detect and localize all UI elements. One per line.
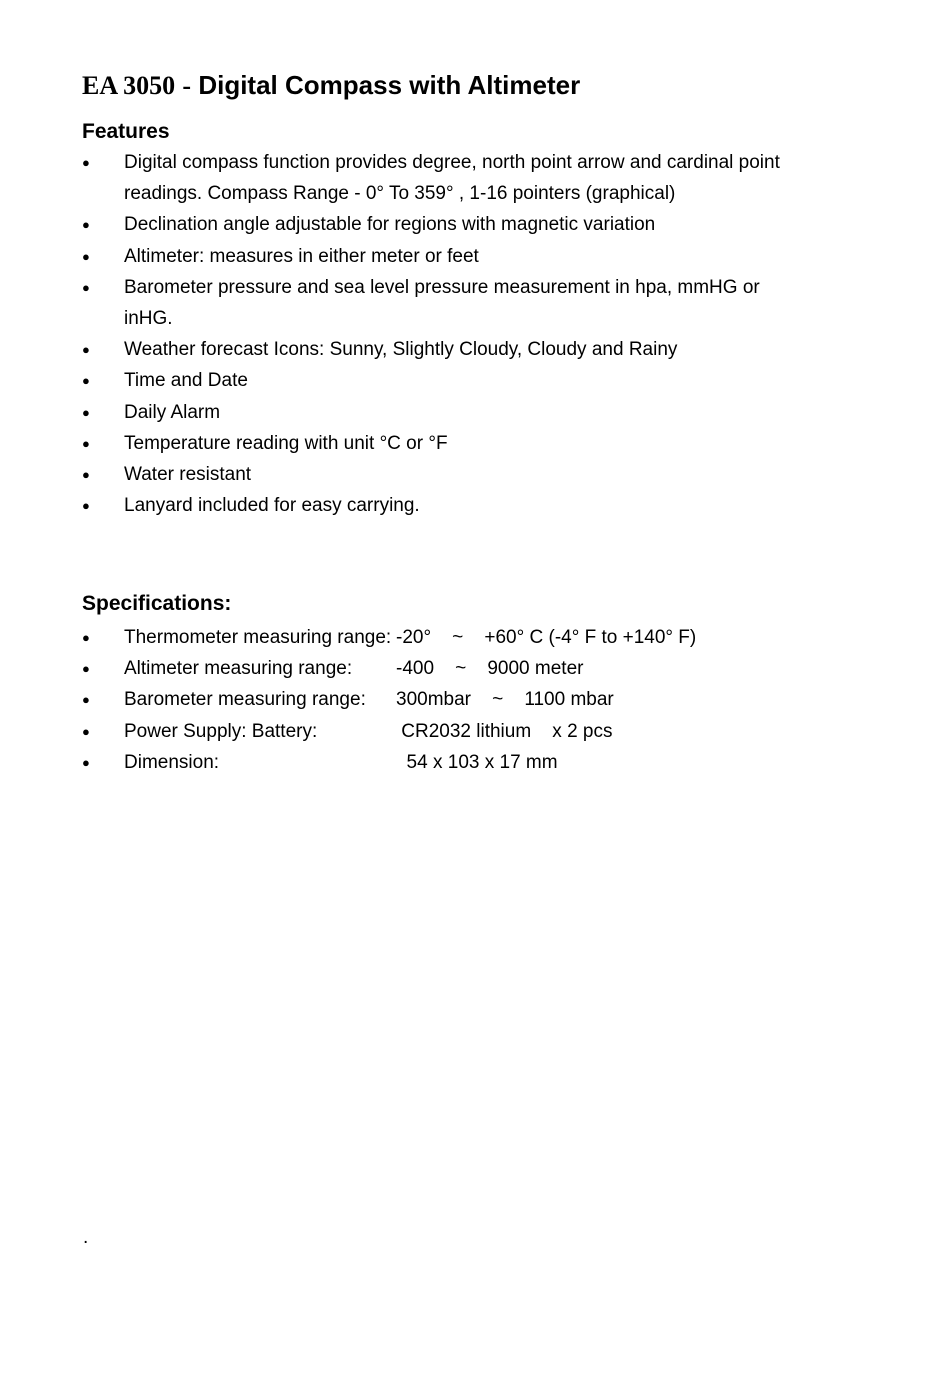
feature-item-barometer	[82, 272, 802, 334]
spec-value: 300mbar ~ 1100 mbar	[396, 689, 614, 711]
spec-value: 54 x 103 x 17 mm	[396, 751, 558, 773]
bullet-icon: ●	[82, 155, 90, 170]
spec-item-thermometer	[82, 622, 802, 653]
bullet-icon: ●	[82, 373, 90, 389]
spec-label: Altimeter measuring range:	[124, 658, 353, 680]
spec-value: -400 ~ 9000 meter	[396, 658, 584, 680]
spec-item-barometer	[82, 684, 802, 715]
feature-text: Lanyard included for easy carrying.	[124, 495, 420, 517]
title-model: EA 3050	[82, 71, 176, 100]
bullet-icon: ●	[82, 435, 90, 451]
spec-item-dimension	[82, 747, 802, 778]
bullet-icon: ●	[82, 498, 90, 514]
feature-item-time-date	[82, 365, 802, 396]
specifications-list	[82, 622, 802, 778]
features-list	[82, 147, 802, 521]
feature-item-weather	[82, 334, 802, 365]
feature-item-alarm	[82, 397, 802, 428]
spec-label: Power Supply: Battery:	[124, 720, 318, 742]
bullet-icon: ●	[82, 723, 90, 739]
bullet-icon: ●	[82, 404, 90, 420]
bullet-icon: ●	[82, 630, 90, 645]
features-heading: Features	[82, 120, 170, 143]
feature-item-water-resistant	[82, 459, 802, 490]
bullet-icon: ●	[82, 692, 90, 708]
bullet-icon: ●	[82, 217, 90, 233]
page-title	[82, 68, 580, 103]
spec-label: Barometer measuring range:	[124, 689, 366, 711]
spec-label: Thermometer measuring range:	[124, 627, 392, 648]
feature-item-lanyard	[82, 490, 802, 521]
feature-text: Daily Alarm	[124, 401, 221, 423]
bullet-icon: ●	[82, 661, 90, 677]
bullet-icon: ●	[82, 248, 90, 264]
bullet-icon: ●	[82, 467, 90, 483]
title-separator: -	[182, 71, 192, 100]
specifications-heading: Specifications:	[82, 592, 232, 615]
feature-item-temperature	[82, 428, 802, 459]
feature-text: Temperature reading with unit °C or °F	[124, 432, 448, 454]
feature-text: Altimeter: measures in either meter or feet	[124, 245, 479, 267]
feature-item-declination	[82, 209, 802, 240]
bullet-icon: ●	[82, 279, 90, 295]
feature-text: Water resistant	[124, 464, 252, 486]
feature-text: Time and Date	[124, 370, 248, 392]
feature-text: Declination angle adjustable for regions with magnetic variation	[124, 214, 656, 236]
feature-text: Digital compass function provides degree, north point arrow and cardinal point readings. Compass Range - 0° To 359° , 1-16 pointers (graphical)	[124, 152, 780, 205]
title-product-name: Digital Compass with Altimeter	[198, 70, 581, 100]
feature-item-altimeter	[82, 241, 802, 272]
bullet-icon: ●	[82, 754, 90, 770]
footer-mark: .	[83, 1227, 89, 1248]
spec-value: -20° ~ +60° C (-4° F to +140° F)	[396, 627, 697, 648]
spec-item-power-supply	[82, 716, 802, 747]
feature-item-compass	[82, 147, 802, 209]
feature-text: Barometer pressure and sea level pressure measurement in hpa, mmHG or inHG.	[124, 276, 760, 330]
spec-label: Dimension:	[124, 751, 220, 773]
feature-text: Weather forecast Icons: Sunny, Slightly Cloudy, Cloudy and Rainy	[124, 339, 678, 361]
spec-item-altimeter	[82, 653, 802, 684]
spec-value: CR2032 lithium x 2 pcs	[396, 720, 613, 742]
bullet-icon: ●	[82, 342, 90, 358]
